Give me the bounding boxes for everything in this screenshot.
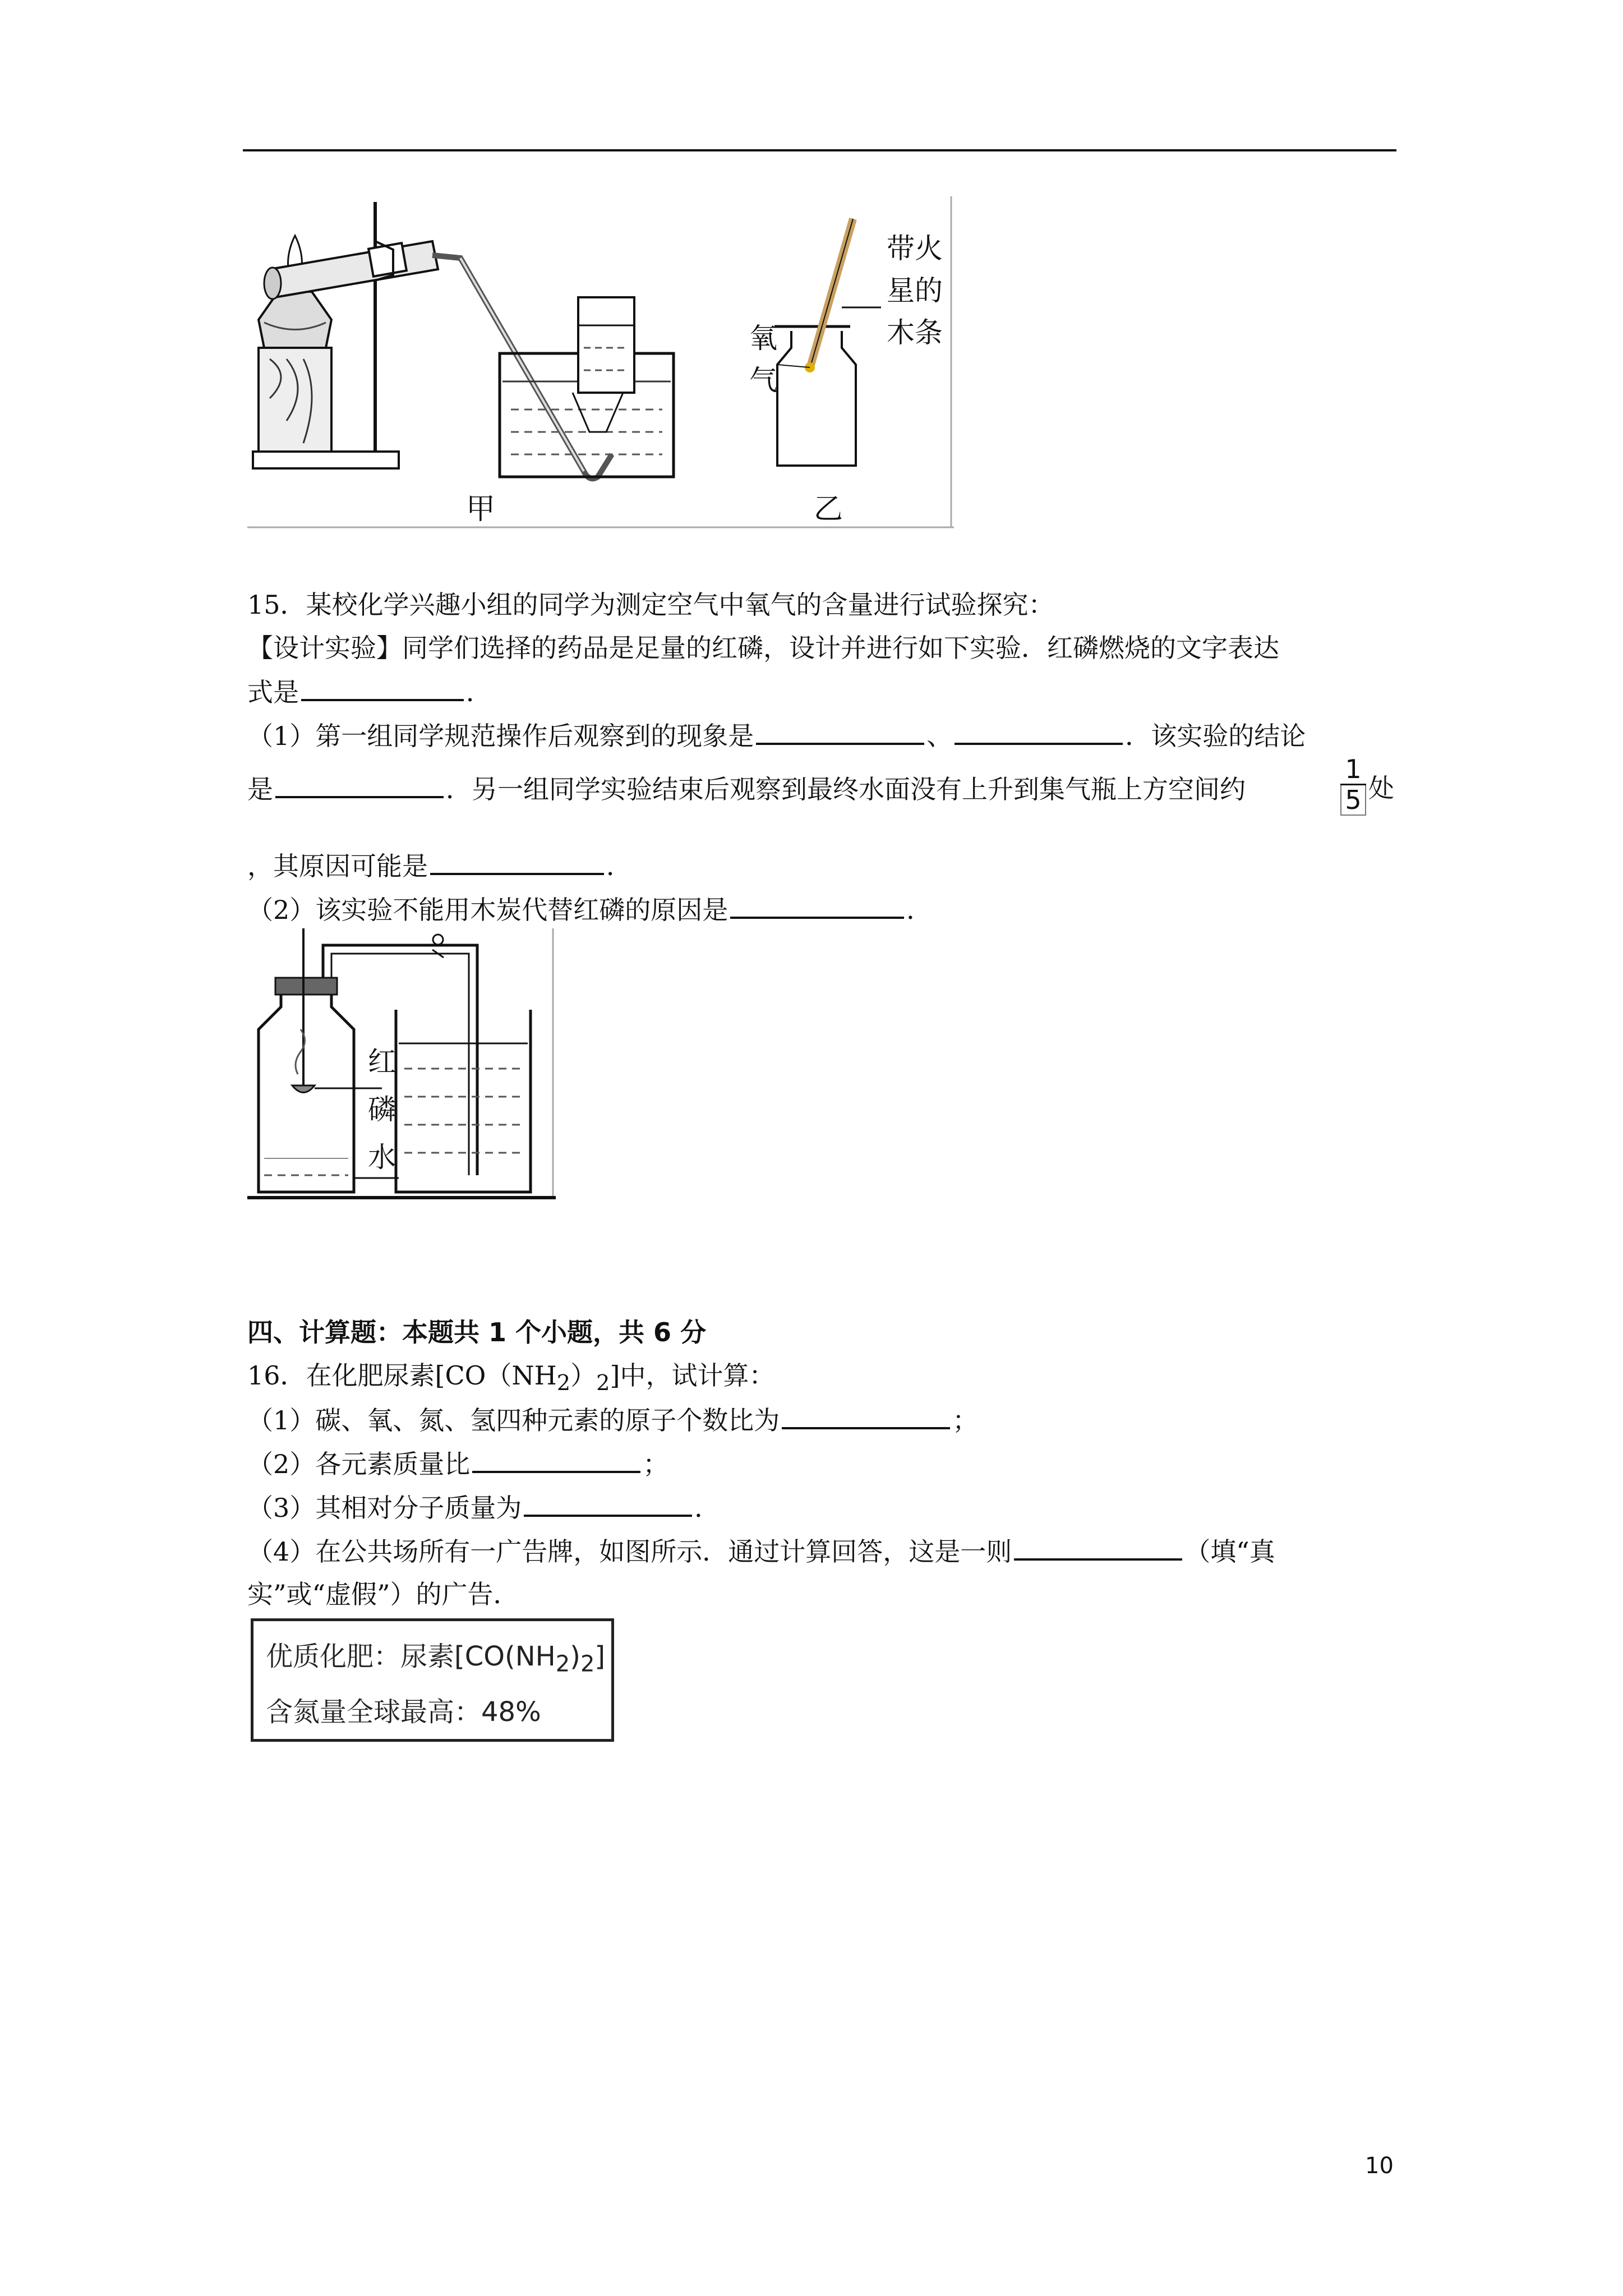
answer-blank-phenomenon-1[interactable] — [756, 718, 924, 745]
q16-stem — [247, 1359, 775, 1400]
q15-part1-tail: 处 — [1368, 773, 1394, 803]
q16-part2 — [247, 1446, 668, 1481]
q16-stem-a: 16．在化肥尿素[CO（NH — [247, 1360, 557, 1391]
wood-block — [259, 348, 331, 452]
answer-blank-reason[interactable] — [430, 848, 604, 875]
answer-blank-conclusion[interactable] — [275, 771, 444, 798]
p2-a: （2）该实验不能用木炭代替红磷的原因是 — [247, 895, 728, 925]
label-red: 红 — [368, 1046, 396, 1078]
q16-stem-sub2: 2 — [596, 1370, 610, 1396]
q16-part4-cont: 实”或“虚假”）的广告． — [247, 1579, 519, 1609]
header-rule — [243, 149, 1396, 151]
figure-phosphorus-apparatus — [247, 928, 561, 1209]
ad-line-2: 含氮量全球最高：48% — [266, 1696, 541, 1728]
page-number: 10 — [1365, 2153, 1394, 2179]
label-stick-2: 星的 — [887, 274, 943, 307]
q16-p3-a: （3）其相对分子质量为 — [247, 1493, 522, 1523]
answer-blank-atom-ratio[interactable] — [782, 1402, 950, 1429]
design-tail-suffix: ． — [466, 677, 492, 707]
label-yi: 乙 — [814, 493, 843, 526]
label-oxygen-2: 气 — [749, 364, 777, 397]
q15-part2 — [247, 892, 932, 927]
q16-p2-a: （2）各元素质量比 — [247, 1449, 471, 1479]
p1-d: ．另一组同学实验结束后观察到最终水面没有上升到集气瓶上方空间约 — [446, 774, 1246, 804]
q15-stem: 15．某校化学兴趣小组的同学为测定空气中氧气的含量进行试验探究： — [247, 590, 1054, 620]
design-text: 同学们选择的药品是足量的红磷，设计并进行如下实验．红磷燃烧的文字表达 — [402, 633, 1279, 663]
q16-p1-b: ； — [952, 1405, 979, 1435]
q16-p3-b: ． — [694, 1493, 721, 1523]
q15-part1-line1 — [247, 718, 1306, 753]
p1-sep: 、 — [926, 721, 953, 751]
label-phosphorus: 磷 — [368, 1093, 396, 1126]
q15-part1-line2 — [247, 771, 1246, 806]
q16-p4-a: （4）在公共场所有一广告牌，如图所示．通过计算回答，这是一则 — [247, 1536, 1012, 1567]
q16-part4 — [247, 1534, 1275, 1568]
fraction-one-fifth — [1340, 754, 1366, 816]
ad-line1-c: ] — [594, 1641, 606, 1672]
q16-stem-c: ]中，试计算： — [610, 1360, 775, 1391]
ad-line1-b: ) — [570, 1641, 580, 1672]
ad-line1-sub2: 2 — [580, 1651, 595, 1677]
q16-stem-b: ） — [570, 1360, 597, 1391]
section4-title: 四、计算题：本题共 1 个小题，共 6 分 — [247, 1317, 707, 1347]
ad-line-1 — [266, 1635, 605, 1677]
answer-blank-charcoal[interactable] — [730, 892, 904, 919]
design-prefix: 【设计实验】 — [247, 633, 402, 663]
p1-b: ．该实验的结论 — [1125, 721, 1306, 751]
label-water: 水 — [368, 1141, 396, 1174]
answer-blank-molecular-mass[interactable] — [524, 1490, 692, 1517]
q16-stem-sub: 2 — [556, 1370, 571, 1396]
frac-numerator: 1 — [1340, 754, 1366, 785]
p1-c: 是 — [247, 774, 273, 804]
q15-part1-line3 — [247, 848, 632, 883]
frac-denominator: 5 — [1340, 785, 1366, 816]
ad-line1-sub: 2 — [555, 1651, 570, 1677]
label-stick-3: 木条 — [887, 316, 943, 349]
q16-p1-a: （1）碳、氧、氮、氢四种元素的原子个数比为 — [247, 1405, 780, 1435]
label-jia: 甲 — [466, 493, 496, 526]
answer-blank-equation[interactable] — [301, 674, 464, 701]
label-oxygen-1: 氧 — [749, 322, 777, 355]
p1-f: ，其原因可能是 — [247, 851, 428, 881]
design-tail-prefix: 式是 — [247, 677, 299, 707]
label-stick-1: 带火 — [887, 232, 943, 265]
answer-blank-true-false[interactable] — [1014, 1534, 1182, 1561]
stopper — [275, 978, 337, 995]
q16-part1 — [247, 1402, 978, 1437]
ad-line1-a: 优质化肥：尿素[CO(NH — [266, 1641, 556, 1672]
q15-design — [247, 631, 1279, 665]
figure-oxygen-apparatus — [247, 196, 954, 533]
collection-bottle — [578, 297, 634, 393]
p1-g: ． — [606, 851, 632, 881]
p1-a: （1）第一组同学规范操作后观察到的现象是 — [247, 721, 754, 751]
p2-b: ． — [906, 895, 933, 925]
q15-design-tail — [247, 674, 492, 709]
advertisement-board — [251, 1618, 614, 1742]
answer-blank-phenomenon-2[interactable] — [955, 718, 1123, 745]
answer-blank-mass-ratio[interactable] — [472, 1446, 640, 1473]
q16-part3 — [247, 1490, 720, 1525]
q16-p4-b: （填“真 — [1184, 1536, 1275, 1567]
q16-p2-b: ； — [643, 1449, 669, 1479]
